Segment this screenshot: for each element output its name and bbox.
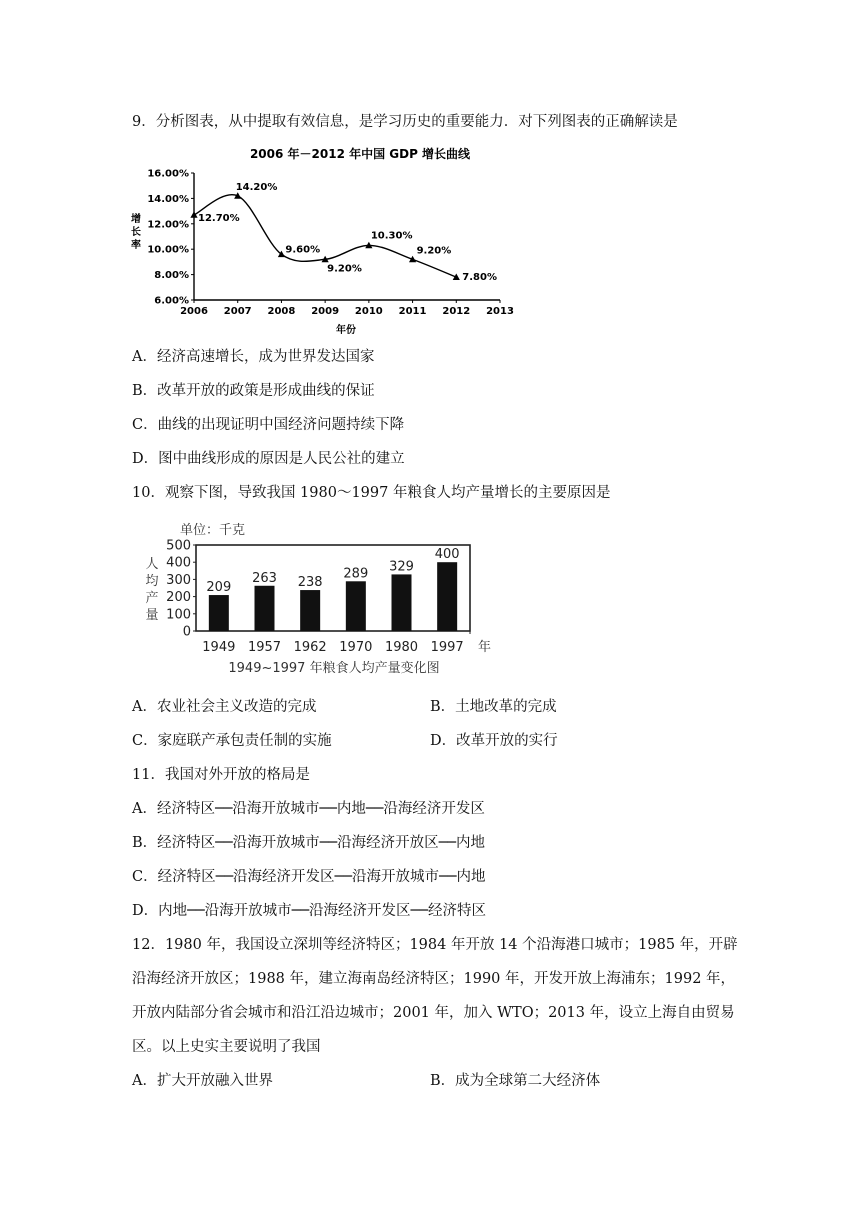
grain-ylabel-char: 产 [145,591,159,606]
q9-option-b: B．改革开放的政策是形成曲线的保证 [132,383,375,399]
q10-option-d: D．改革开放的实行 [430,733,558,749]
grain-bar-value: 400 [434,547,460,563]
grain-y-tick-label: 0 [182,624,191,640]
gdp-y-tick-label: 14.00% [147,193,189,205]
gdp-data-point [190,211,197,217]
grain-bar [346,581,366,631]
grain-x-tick-label: 1997 [430,640,464,655]
grain-bar-value: 329 [389,559,414,575]
gdp-data-label: 12.70% [198,212,240,224]
grain-x-tick-label: 1980 [384,640,419,655]
q11-option-d: D．内地──沿海开放城市──沿海经济开发区──经济特区 [132,903,487,919]
grain-ylabel-char: 均 [145,574,159,589]
grain-y-tick-label: 500 [166,538,191,554]
grain-chart-unit: 单位：千克 [180,523,246,538]
grain-bar [300,590,320,631]
gdp-x-tick-label: 2007 [223,306,252,317]
q12-option-a: A．扩大开放融入世界 [132,1073,273,1089]
grain-bar [392,574,412,631]
q9-option-d: D．图中曲线形成的原因是人民公社的建立 [132,451,405,467]
gdp-x-tick-label: 2010 [354,306,383,317]
gdp-data-label: 14.20% [235,181,278,193]
gdp-y-tick-label: 16.00% [147,168,189,180]
q12-stem-line-2: 沿海经济开放区；1988 年，建立海南岛经济特区；1990 年，开发开放上海浦东；1992 年， [132,971,736,987]
gdp-y-tick-label: 6.00% [154,295,189,307]
q12-stem-line-4: 区。以上史实主要说明了我国 [132,1039,321,1055]
grain-bar-value: 209 [206,580,232,596]
grain-chart-title: 1949~1997 年粮食人均产量变化图 [228,661,440,676]
gdp-x-tick-label: 2013 [486,306,514,317]
gdp-chart-ylabel [131,212,141,251]
q12-stem-line-3: 开放内陆部分省会城市和沿江沿边城市；2001 年，加入 WTO；2013 年，设立上海自由贸易 [132,1005,735,1021]
grain-chart-ylabel [145,557,158,623]
gdp-x-tick-label: 2008 [267,306,296,317]
q9-option-c: C．曲线的出现证明中国经济问题持续下降 [132,417,405,433]
grain-bar [437,562,457,631]
q9-stem: 9．分析图表，从中提取有效信息，是学习历史的重要能力．对下列图表的正确解读是 [132,114,678,130]
grain-bar-value: 238 [297,575,323,591]
gdp-data-label: 7.80% [462,272,497,284]
q12-option-b: B．成为全球第二大经济体 [430,1073,601,1089]
grain-y-tick-label: 300 [166,572,191,588]
grain-chart-frame [196,545,470,631]
grain-x-tick-label: 1957 [247,640,282,655]
gdp-y-tick-label: 10.00% [147,244,189,256]
q10-option-b: B．土地改革的完成 [430,699,557,715]
gdp-data-label: 9.20% [327,263,362,275]
gdp-ylabel-char: 率 [131,240,141,251]
grain-bar [255,586,275,631]
grain-x-tick-label: 1962 [293,640,327,655]
gdp-x-tick-label: 2009 [311,306,340,317]
gdp-growth-chart [131,140,514,340]
gdp-x-tick-label: 2011 [398,306,427,317]
grain-chart-xunit: 年 [478,640,492,655]
q11-stem: 11．我国对外开放的格局是 [132,767,310,783]
gdp-ylabel-char: 长 [131,227,141,238]
gdp-x-tick-label: 2006 [180,306,208,317]
grain-x-tick-label: 1970 [339,640,373,655]
grain-ylabel-char: 量 [145,608,159,623]
q11-option-c: C．经济特区──沿海经济开发区──沿海开放城市──内地 [132,869,486,885]
gdp-y-tick-label: 12.00% [147,219,189,231]
grain-bar [209,595,229,631]
q11-option-b: B．经济特区──沿海开放城市──沿海经济开放区──内地 [132,835,486,851]
q10-option-a: A．农业社会主义改造的完成 [132,699,317,715]
gdp-data-label: 9.20% [416,245,452,257]
q11-option-a: A．经济特区──沿海开放城市──内地──沿海经济开发区 [132,801,485,817]
gdp-y-tick-label: 8.00% [154,270,189,282]
grain-ylabel-char: 人 [145,557,159,572]
grain-y-tick-label: 100 [166,607,191,623]
gdp-chart-title: 2006 年－2012 年中国 GDP 增长曲线 [249,147,471,161]
grain-bar-value: 263 [252,570,277,586]
gdp-data-label: 9.60% [285,244,321,256]
grain-output-chart [138,512,508,682]
grain-y-tick-label: 400 [166,555,191,571]
q12-stem-line-1: 12．1980 年，我国设立深圳等经济特区；1984 年开放 14 个沿海港口城市；1985 年，开辟 [132,937,738,953]
gdp-ylabel-char: 增 [131,214,141,225]
grain-x-tick-label: 1949 [202,640,236,655]
gdp-chart-xlabel: 年份 [336,325,356,336]
grain-bar-value: 289 [343,566,369,582]
q10-option-c: C．家庭联产承包责任制的实施 [132,733,332,749]
gdp-x-tick-label: 2012 [442,306,471,317]
q10-stem: 10．观察下图，导致我国 1980～1997 年粮食人均产量增长的主要原因是 [132,485,611,501]
q9-option-a: A．经济高速增长，成为世界发达国家 [132,349,375,365]
grain-y-tick-label: 200 [166,590,191,606]
gdp-data-label: 10.30% [370,230,413,242]
gdp-growth-line [194,195,456,277]
